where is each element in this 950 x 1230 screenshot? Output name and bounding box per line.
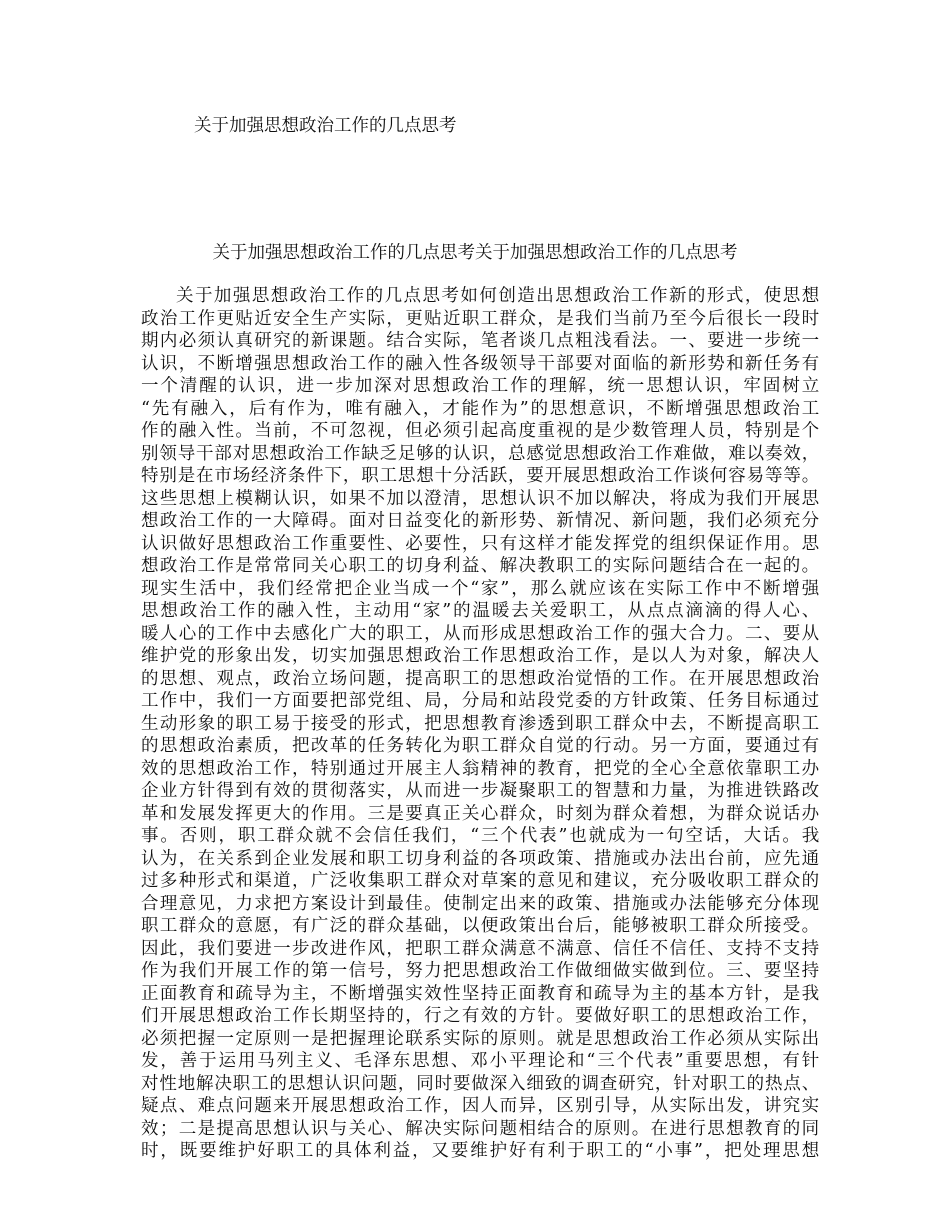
- text-line: 关于加强思想政治工作的几点思考如何创造出思想政治工作新的形式，使思想: [176, 286, 819, 306]
- text-line: 暖人心的工作中去感化广大的职工，从而形成思想政治工作的强大合力。二、要从: [141, 623, 819, 644]
- text-line: 思想政治工作的融入性，主动用“家”的温暖去关爱职工，从点点滴滴的得人心、: [141, 601, 819, 621]
- text-line: 维护党的形象出发，切实加强思想政治工作思想政治工作，是以人为对象，解决人: [141, 646, 819, 666]
- text-line: 效的思想政治工作，特别通过开展主人翁精神的教育，把党的全心全意依靠职工办: [141, 758, 819, 779]
- text-line: 正面教育和疏导为主，不断增强实效性坚持正面教育和疏导为主的基本方针，是我: [141, 983, 819, 1004]
- text-line: 认识，不断增强思想政治工作的融入性各级领导干部要对面临的新形势和新任务有: [141, 353, 819, 374]
- text-line: 革和发展发挥更大的作用。三是要真正关心群众，时刻为群众着想，为群众说话办: [141, 803, 819, 824]
- text-line: 时，既要维护好职工的具体利益，又要维护好有利于职工的“小事”，把处理思想: [141, 1141, 819, 1161]
- text-line: 特别是在市场经济条件下，职工思想十分活跃，要开展思想政治工作谈何容易等等。: [141, 466, 819, 486]
- text-line: 因此，我们要进一步改进作风，把职工群众满意不满意、信任不信任、支持不支持: [141, 938, 819, 959]
- text-line: 作的融入性。当前，不可忽视，但必须引起高度重视的是少数管理人员，特别是个: [141, 421, 819, 441]
- text-line: 效；二是提高思想认识与关心、解决实际问题相结合的原则。在进行思想教育的同: [141, 1118, 819, 1139]
- text-line: 的思想、观点，政治立场问题，提高职工的思想政治觉悟的工作。在开展思想政治: [141, 668, 819, 689]
- text-line: 工作中，我们一方面要把部党组、局，分局和站段党委的方针政策、任务目标通过: [141, 691, 819, 711]
- text-line: 这些思想上模糊认识，如果不加以澄清，思想认识不加以解决，将成为我们开展思: [141, 488, 819, 509]
- text-line: 们开展思想政治工作长期坚持的，行之有效的方针。要做好职工的思想政治工作，: [141, 1006, 819, 1026]
- text-line: 对性地解决职工的思想认识问题，同时要做深入细致的调查研究，针对职工的热点、: [141, 1073, 819, 1094]
- text-line: 疑点、难点问题来开展思想政治工作，因人而异，区别引导，从实际出发，讲究实: [141, 1096, 819, 1116]
- text-line: 企业方针得到有效的贯彻落实，从而进一步凝聚职工的智慧和力量，为推进铁路改: [141, 781, 819, 801]
- text-line: 生动形象的职工易于接受的形式，把思想教育渗透到职工群众中去，不断提高职工: [141, 713, 819, 734]
- text-line: 发，善于运用马列主义、毛泽东思想、邓小平理论和“三个代表”重要思想，有针: [141, 1051, 819, 1071]
- text-line: 一个清醒的认识，进一步加深对思想政治工作的理解，统一思想认识，牢固树立: [141, 376, 819, 396]
- text-line: 现实生活中，我们经常把企业当成一个“家”，那么就应该在实际工作中不断增强: [141, 578, 819, 599]
- text-line: 政治工作更贴近安全生产实际，更贴近职工群众，是我们当前乃至今后很长一段时: [141, 308, 819, 329]
- text-line: 合理意见，力求把方案设计到最佳。使制定出来的政策、措施或办法能够充分体现: [141, 893, 819, 914]
- text-line: 职工群众的意愿，有广泛的群众基础，以便政策出台后，能够被职工群众所接受。: [141, 916, 819, 936]
- document-title: 关于加强思想政治工作的几点思考: [194, 116, 457, 136]
- text-line: 别领导干部对思想政治工作缺乏足够的认识，总感觉思想政治工作难做，难以奏效，: [141, 443, 819, 464]
- text-line: 事。否则，职工群众就不会信任我们，“三个代表”也就成为一句空话，大话。我: [141, 826, 819, 846]
- text-line: 过多种形式和渠道，广泛收集职工群众对草案的意见和建议，充分吸收职工群众的: [141, 871, 819, 891]
- text-line: “先有融入，后有作为，唯有融入，才能作为”的思想意识，不断增强思想政治工: [141, 398, 819, 419]
- text-line: 认识做好思想政治工作重要性、必要性，只有这样才能发挥党的组织保证作用。思: [141, 533, 819, 554]
- text-line: 作为我们开展工作的第一信号，努力把思想政治工作做细做实做到位。三、要坚持: [141, 961, 819, 981]
- text-line: 的思想政治素质，把改革的任务转化为职工群众自觉的行动。另一方面，要通过有: [141, 736, 819, 756]
- text-line: 期内必须认真研究的新课题。结合实际，笔者谈几点粗浅看法。一、要进一步统一: [141, 331, 819, 351]
- body-paragraph: [141, 285, 819, 1163]
- text-line: 想政治工作的一大障碍。面对日益变化的新形势、新情况、新问题，我们必须充分: [141, 511, 819, 531]
- text-line: 想政治工作是常常同关心职工的切身利益、解决教职工的实际问题结合在一起的。: [141, 556, 819, 576]
- text-line: 必须把握一定原则一是把握理论联系实际的原则。就是思想政治工作必须从实际出: [141, 1028, 819, 1049]
- document-subtitle: 关于加强思想政治工作的几点思考关于加强思想政治工作的几点思考: [212, 243, 738, 263]
- text-line: 认为，在关系到企业发展和职工切身利益的各项政策、措施或办法出台前，应先通: [141, 848, 819, 869]
